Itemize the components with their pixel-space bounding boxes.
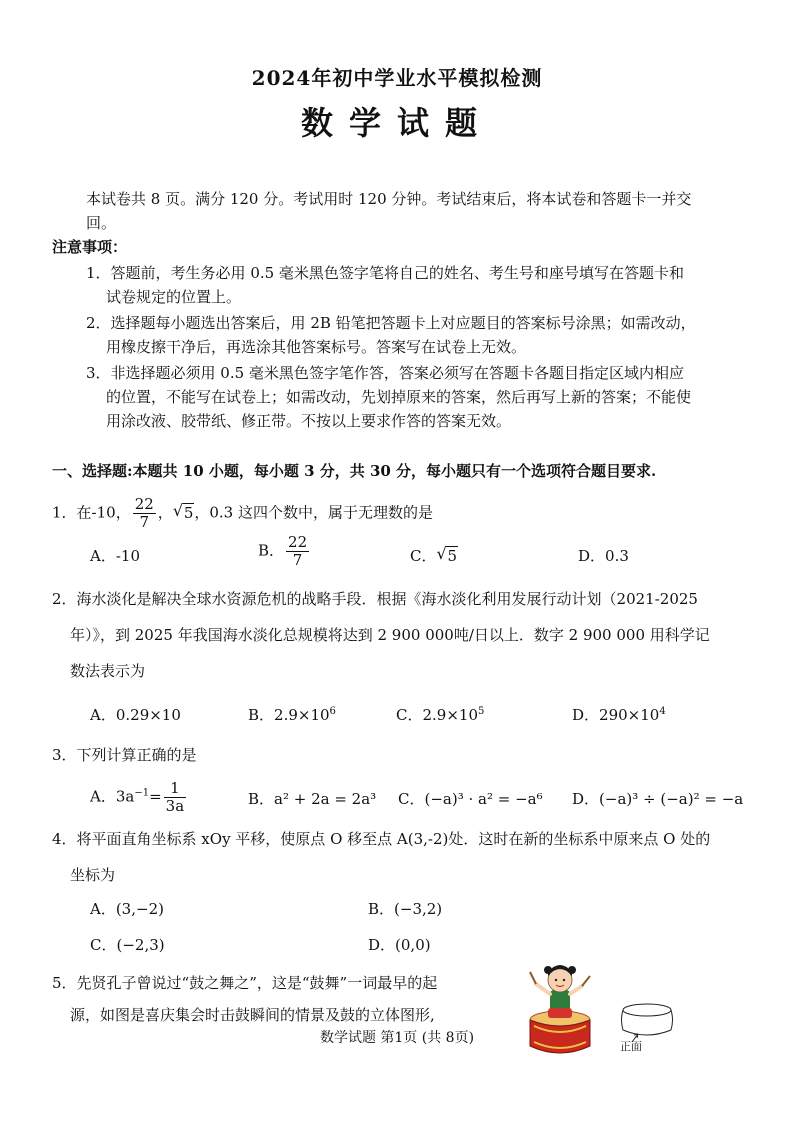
- note-line: 试卷规定的位置上。: [106, 288, 242, 306]
- fraction: $\frac{22}{7}$: [134, 495, 154, 531]
- question-4-line: 4．将平面直角坐标系 xOy 平移，使原点 O 移至点 A(3,-2)处．这时在新的坐标系中原来点 O 处的: [52, 830, 711, 848]
- note-line: 1．答题前，考生务必用 0.5 毫米黑色签字笔将自己的姓名、考生号和座号填写在答题卡和: [86, 264, 684, 282]
- page-footer: 数学试题 第1页 (共 8页): [319, 1030, 475, 1046]
- q1-option-d: D．0.3: [578, 547, 629, 565]
- q3-option-a: A．$3a^{-1}=$ $\frac{1}{3a}$: [90, 779, 185, 815]
- q3-option-c: C．(−a)³ · a² = −a⁶: [398, 790, 543, 808]
- q1-stem-start: 1．在-10，: [52, 503, 131, 522]
- q1-option-a: A．-10: [90, 547, 140, 565]
- note-line: 2．选择题每小题选出答案后，用 2B 铅笔把答题卡上对应题目的答案标号涂黑；如需改动，: [86, 314, 696, 332]
- q4-option-d: D．(0,0): [368, 936, 431, 954]
- q1-stem-end: ，0.3 这四个数中，属于无理数的是: [194, 503, 433, 522]
- question-3-stem: 3．下列计算正确的是: [52, 746, 197, 764]
- front-view-label: 正面: [620, 1040, 642, 1053]
- note-line: 3．非选择题必须用 0.5 毫米黑色签字笔作答，答案必须写在答题卡各题目指定区域内相应: [86, 364, 684, 382]
- note-line: 的位置，不能写在试卷上；如需改动，先划掉原来的答案，然后再写上新的答案；不能使: [106, 388, 692, 406]
- q3-option-b: B．a² + 2a = 2a³: [248, 790, 377, 808]
- notes-heading: 注意事项：: [52, 238, 128, 256]
- q3-option-d: D．(−a)³ ÷ (−a)² = −a: [572, 790, 744, 808]
- question-5-line: 源，如图是喜庆集会时击鼓瞬间的情景及鼓的立体图形,: [70, 1006, 435, 1024]
- q2-option-b: B．$2.9\times 10^6$: [248, 706, 336, 724]
- section-heading: 一、选择题:本题共 10 小题，每小题 3 分，共 30 分，每小题只有一个选项符合题目要求.: [52, 462, 657, 480]
- note-line: 用橡皮擦干净后，再选涂其他答案标号。答案写在试卷上无效。: [106, 338, 527, 356]
- question-5-line: 5．先贤孔子曾说过“鼓之舞之”，这是“鼓舞”一词最早的起: [52, 974, 438, 992]
- q4-option-c: C．(−2,3): [90, 936, 165, 954]
- question-4-line: 坐标为: [70, 866, 116, 884]
- sqrt-expression: √ 5: [172, 500, 194, 522]
- question-1-stem: 1．在-10， $\frac{22}{7}$ ， √ 5，0.3 这四个数中，属于无理数的是: [52, 495, 433, 531]
- q2-option-c: C．$2.9\times 10^5$: [396, 706, 485, 724]
- q1-option-c: C． √ 5: [410, 544, 458, 565]
- intro-line: 回。: [86, 214, 117, 232]
- subject-title: 数学试题: [300, 104, 493, 142]
- intro-line: 本试卷共 8 页。满分 120 分。考试用时 120 分钟。考试结束后，将本试卷和答题卡一并交: [86, 190, 692, 208]
- q1-option-b: B． $\frac{22}{7}$: [258, 533, 308, 569]
- question-2-line: 2．海水淡化是解决全球水资源危机的战略手段．根据《海水淡化利用发展行动计划（2021-2025: [52, 590, 698, 608]
- q2-option-d: D．$290\times 10^4$: [572, 706, 666, 724]
- question-2-line: 数法表示为: [70, 662, 146, 680]
- q4-option-b: B．(−3,2): [368, 900, 443, 918]
- note-line: 用涂改液、胶带纸、修正带。不按以上要求作答的答案无效。: [106, 412, 512, 430]
- q2-option-a: A．0.29×10: [90, 706, 181, 724]
- question-2-line: 年）》，到 2025 年我国海水淡化总规模将达到 2 900 000吨/日以上．数字 2 900 000 用科学记: [70, 626, 710, 644]
- exam-title: 2024年初中学业水平模拟检测: [251, 66, 543, 90]
- q4-option-a: A．(3,−2): [90, 900, 164, 918]
